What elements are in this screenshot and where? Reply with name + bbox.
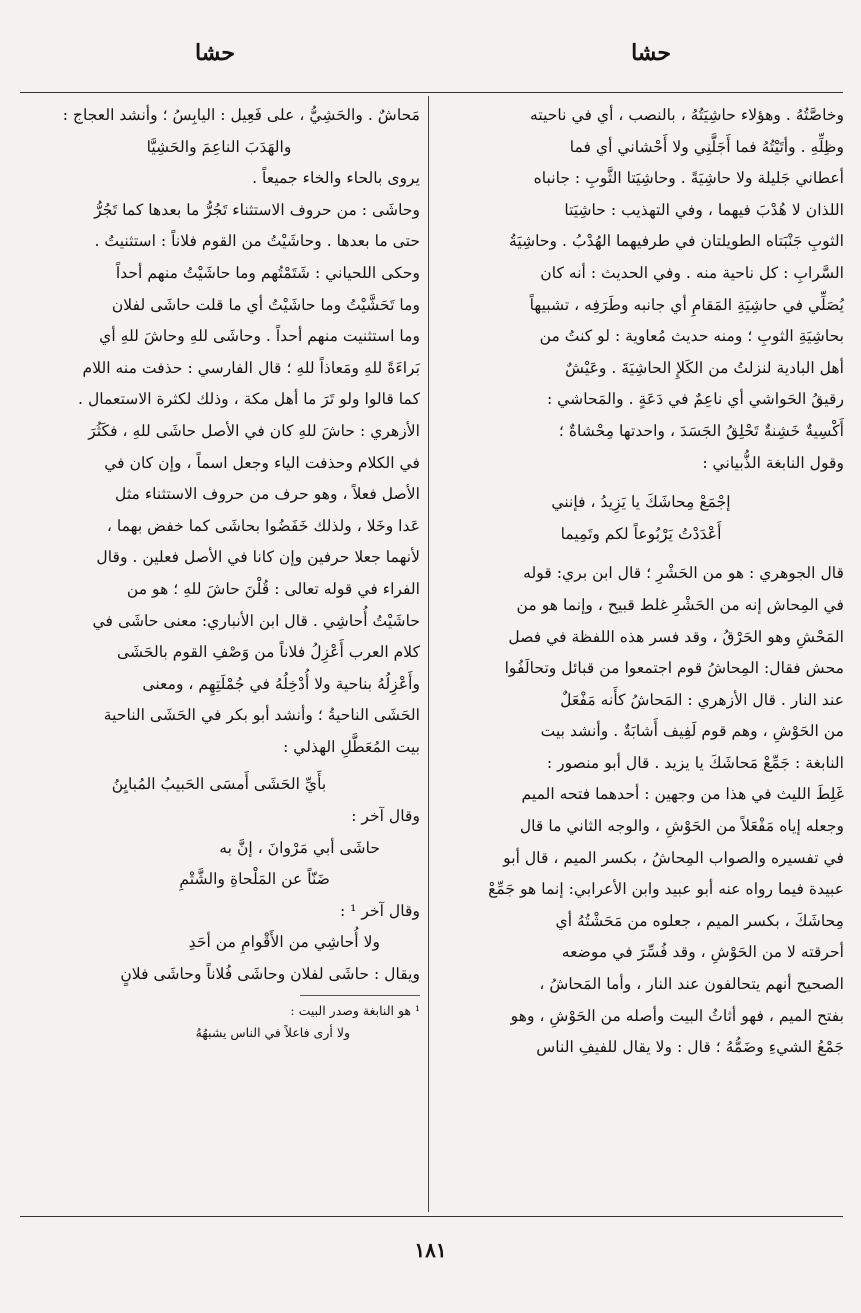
text-line: الصحيح أنهم يتحالفون عند النار ، وأما المَحاشُ ، xyxy=(539,975,844,994)
text-line: وحكى اللحياني : شَتَمْتُهم وما حاشَيْتُ منهم أحداً xyxy=(115,263,420,282)
text-line: وقال آخر : xyxy=(351,807,420,826)
text-line: لأنهما جعلا حرفين وإن كانا في الأصل فعلين . وقال xyxy=(96,548,420,567)
verse-line: حاشَى أبي مَرْوانَ ، إنَّ به xyxy=(219,838,380,857)
verse-line: إجْمَعْ مِحاشَكَ يا يَزِيدُ ، فإنني xyxy=(551,493,731,512)
text-line: عَدا وخَلا ، ولذلك خَفَضُوا بحاشَى كما خفض بهما ، xyxy=(106,516,420,535)
footer-rule xyxy=(20,1216,843,1217)
text-line: اللذان لا هُدْبَ فيهما ، وفي التهذيب : حاشِيَتا xyxy=(564,200,844,219)
text-line: بَراءَةً للهِ ومَعاذاً للهِ ؛ قال الفارسي : حذفت منه اللام xyxy=(82,358,420,377)
text-line: في المِحاش إنه من الحَشْرِ غلط قبيح ، وإنما هو من xyxy=(516,595,844,614)
text-line: وجعله إياه مَفْعَلاً من الحَوْشِ ، والوجه الثاني ما قال xyxy=(519,817,844,836)
text-line: وما تَحَشَّيْتُ وما حاشَيْتُ أي ما قلت حاشَى لفلان xyxy=(111,295,420,314)
verse-line: ولا أُحاشِي من الأَقْوامِ من أحَدِ xyxy=(188,933,380,952)
text-line: كما قالوا ولو تَرَ ما أهل مكة ، وذلك لكثرة الاستعمال . xyxy=(78,390,420,409)
text-line: مَحاشٌ . والحَشِيُّ ، على فَعِيل : اليابِسُ ؛ وأنشد العجاج : xyxy=(62,106,420,124)
verse-line: ضَنّاً عن المَلْحاةِ والشَّتْمِ xyxy=(179,870,330,889)
text-line: وقال آخر ¹ : xyxy=(339,901,420,920)
text-line: أهل البادية لنزلتُ من الكَلإِ الحاشِيَةَ . وعَيْشٌ xyxy=(564,358,844,377)
header-rule xyxy=(20,92,843,93)
text-line: وما استثنيت منهم أحداً . وحاشَى للهِ وحاشَ للهِ أي xyxy=(99,327,420,346)
text-line: في الكلام وحذفت الياء وجعل اسماً ، وإن كان في xyxy=(104,453,420,472)
text-line: حاشَيْتُ أُحاشِي . قال ابن الأنباري: معنى حاشَى في xyxy=(92,611,420,630)
text-line: الثوبِ جَنْبَتاه الطويلتان في طرفيهما الهُدْبُ . وحاشِيَةُ xyxy=(509,232,844,251)
text-line: ويقال : حاشَى لفلان وحاشَى فُلاناً وحاشَى فلانٍ xyxy=(120,965,420,984)
text-line: بيت المُعَطَّلِ الهذلي : xyxy=(283,737,420,756)
verse-line: والهَدَبَ الناعِمَ والحَشِيَّا xyxy=(146,137,292,156)
text-line: المَحْشِ وهو الحَرْقُ ، وقد فسر هذه اللفظة في فصل xyxy=(508,627,844,646)
footnote-line: ¹ هو النابغة وصدر البيت : xyxy=(290,1002,420,1018)
text-line: حتى ما بعدها . وحاشَيْتُ من القوم فلاناً : استثنيتُ . xyxy=(94,232,420,251)
footnote-separator xyxy=(300,995,420,996)
right-column xyxy=(438,100,844,1064)
text-line: يُصَلِّي في حاشِيَةِ المَقامِ أي جانبه وطَرَفِه ، تشبيهاً xyxy=(529,295,844,314)
text-line: وحاشَى : من حروف الاستثناء تَجُرُّ ما بعدها كما تَجُرُّ xyxy=(94,200,420,219)
text-line: في تفسيره والصواب المِحاشُ ، بكسر الميم ، قال أبو xyxy=(503,848,844,867)
text-line: مِحاشَكَ ، بكسر الميم ، جعلوه من مَحَشْتُهُ أي xyxy=(555,911,844,930)
running-header-left: حشا xyxy=(195,40,235,66)
text-line: السَّرابِ : كل ناحية منه . وفي الحديث : أنه كان xyxy=(540,263,844,282)
text-line: عند النار . قال الأزهري : المَحاشُ كأَنه مَفْعَلٌ xyxy=(560,690,844,709)
column-divider xyxy=(428,96,429,1212)
text-line: محش فقال: المِحاشُ قوم اجتمعوا من قبائل وتحالَفُوا xyxy=(504,659,844,678)
running-header-right: حشا xyxy=(631,40,671,66)
text-line: بحاشِيَةِ الثوبِ ؛ ومنه حديث مُعاوية : لو كنتُ من xyxy=(539,327,844,346)
text-line: الأزهري : حاشَ للهِ كان في الأصل حاشَى للهِ ، فكَثُرَ xyxy=(88,421,420,440)
text-line: أَكْسِيةٌ خَشِنةٌ تَحْلِقُ الجَسَدَ ، واحدتها مِحْشاةٌ ؛ xyxy=(558,421,844,440)
text-line: يروى بالحاء والخاء جميعاً . xyxy=(252,169,420,188)
text-line: بفتح الميم ، فهو أثاثُ البيت وأصله من الحَوْشِ ، وهو xyxy=(510,1006,844,1025)
footnote-verse: ولا أرى فاعلاً في الناس يشبهُهُ xyxy=(195,1024,350,1040)
text-line: الفراء في قوله تعالى : قُلْنَ حاشَ للهِ ؛ هو من xyxy=(126,579,420,598)
page-number: ١٨١ xyxy=(414,1238,447,1262)
text-line: وظِلِّهِ . وأتَيْتُهُ فما أَجَلَّنِي ولا أَحْشاني أي فما xyxy=(569,137,844,156)
text-line: كلام العرب أَعْزِلُ فلاناً من وَصْفِ القوم بالحَشَى xyxy=(116,643,420,662)
text-line: وخاصَّتُهُ . وهؤلاء حاشِيَتُهُ ، بالنصب ، أي في ناحيته xyxy=(530,106,844,124)
text-line: غَلِطَ الليث في هذا من وجهين : أحدهما فتحه الميم xyxy=(521,785,844,804)
verse-line: بأَيِّ الحَشَى أَمسَى الحَبيبُ المُبايِنُ xyxy=(111,775,327,794)
text-line: أحرقته لا من الحَوْشِ ، وقد فُسِّرَ في موضعه xyxy=(561,943,844,962)
text-line: من الحَوْشِ ، وهم قوم لَفِيف أَشابَةٌ . وأنشد بيت xyxy=(540,722,844,741)
verse-line: أَعْدَدْتُ يَرْبُوعاً لكم وتَمِيما xyxy=(560,524,722,543)
text-line: النابغة : جَمِّعْ مَحاشَكَ يا يزيد . قال أبو منصور : xyxy=(546,753,844,772)
text-line: قال الجوهري : هو من الحَشْرِ ؛ قال ابن بري: قوله xyxy=(523,564,844,583)
text-line: جَمْعُ الشيءِ وضَمُّهُ ؛ قال : ولا يقال للفيفِ الناس xyxy=(536,1038,844,1057)
text-line: أعطاني جَليلة ولا حاشِيَةً . وحاشِيَتا الثَّوبِ : جانباه xyxy=(533,169,844,188)
text-line: الأصل فعلاً ، وهو حرف من حروف الاستثناء مثل xyxy=(115,485,420,504)
text-line: وأَعْزِلُهُ بناحية ولا أُدْخِلُهُ في جُمْلَتِهِم ، ومعنى xyxy=(142,674,420,693)
text-line: عبيدة فيما رواه عنه أبو عبيد وابن الأعرابي: إنما هو جَمِّعْ xyxy=(488,880,844,899)
text-line: الحَشَى الناحيةُ ؛ وأنشد أبو بكر في الحَشَى الناحية xyxy=(103,706,420,725)
text-line: رقيقُ الحَواشي أي ناعِمٌ في دَعَةٍ . والمَحاشي : xyxy=(546,390,844,409)
text-line: وقول النابغة الذُّبياني : xyxy=(702,453,844,472)
left-column xyxy=(18,100,420,1044)
